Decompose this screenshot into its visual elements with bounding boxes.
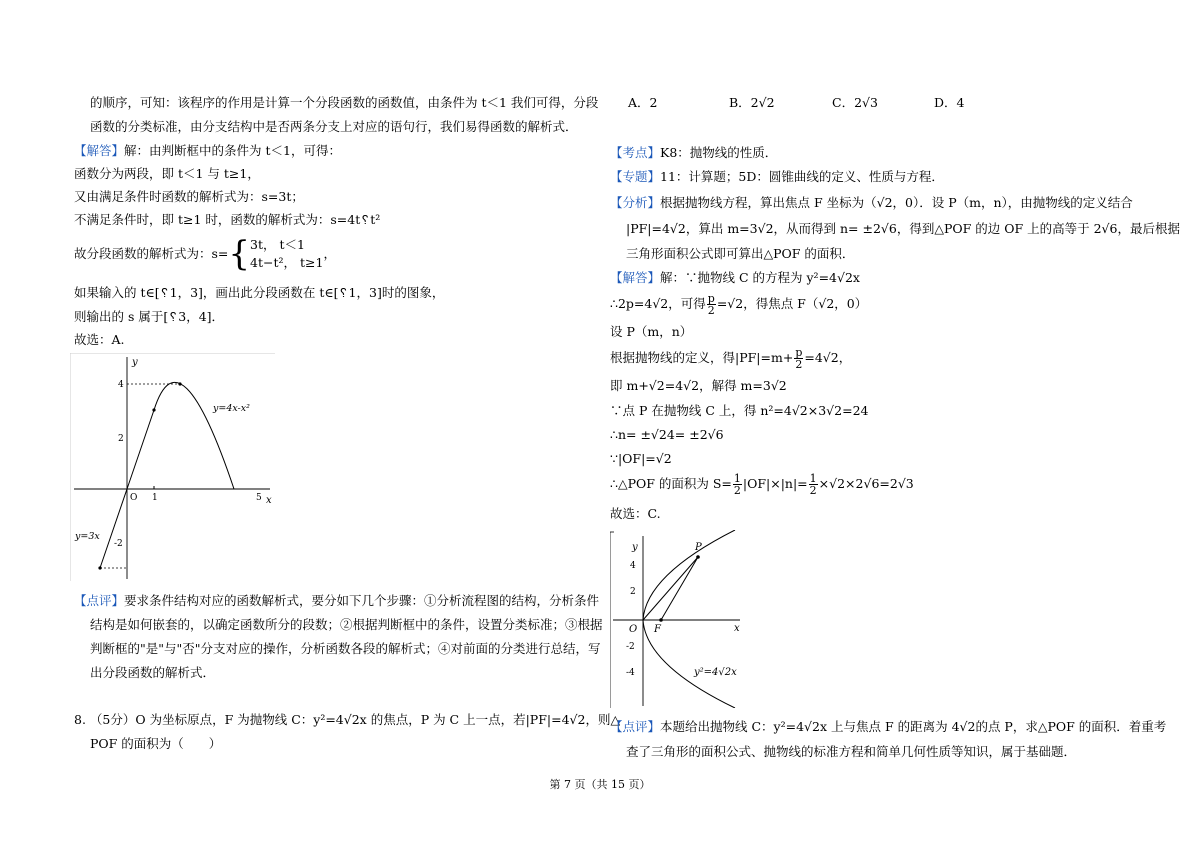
parabola-upper-branch (643, 530, 735, 620)
option-c: C．2√3 (832, 95, 878, 110)
piecewise-formula (74, 236, 336, 272)
fraction (733, 473, 742, 496)
solution-line: 故选：C. (610, 506, 661, 521)
fraction (794, 347, 803, 370)
point-p-label: P (695, 542, 702, 553)
case-1: 3t， t＜1 (250, 237, 305, 252)
solution-text: 解：∵抛物线 C 的方程为 y²=4√2x (660, 270, 860, 285)
knowledge-point-text: K8：抛物线的性质． (660, 145, 778, 160)
topic-line (610, 169, 944, 185)
solution-line (74, 143, 341, 159)
analysis-line: |PF|=4√2，算出 m=3√2，从而得到 n= ±2√6，得到△POF 的边 OF 上的高等于 2√6，最后根据 (626, 221, 1180, 236)
option-d: D．4 (934, 95, 965, 110)
solution-line: 则输出的 s 属于[␦3，4]． (74, 309, 225, 324)
solution-line: 函数分为两段，即 t＜1 与 t≥1， (74, 166, 260, 181)
solution-line (610, 292, 867, 316)
paragraph-line: 函数的分类标准，由分支结构中是否两条分支上对应的语句行，我们易得函数的解析式． (90, 119, 578, 134)
solution-line: 不满足条件时，即 t≥1 时，函数的解析式为：s=4t␦t² (74, 212, 381, 227)
option-b: B．2√2 (729, 95, 775, 110)
point-f (659, 618, 663, 622)
y-axis-label: y (632, 542, 638, 553)
fraction (707, 293, 716, 316)
origin-label: O (130, 493, 138, 503)
solution-text: ×√2×2√6=2√3 (818, 476, 914, 491)
x-axis-label: x (734, 623, 740, 634)
point-p (696, 555, 700, 559)
piecewise-cases (250, 236, 323, 272)
paragraph-line: 的顺序，可知：该程序的作用是计算一个分段函数的函数值，由条件为 t＜1 我们可得，分段 (90, 95, 599, 110)
x-axis-label: x (266, 495, 272, 506)
y-tick-2: 2 (118, 434, 124, 444)
y-tick-neg2: -2 (114, 539, 123, 549)
page-footer: 第 7 页（共 15 页） (549, 778, 651, 791)
curve-label: y=4x-x² (213, 403, 250, 414)
topic-tag: 【专题】 (610, 169, 661, 184)
solution-text: =4√2， (804, 350, 852, 365)
y-tick-4: 4 (118, 380, 124, 390)
point-f-label: F (654, 624, 661, 635)
numerator: p (707, 292, 715, 305)
line-label: y=3x (75, 531, 100, 542)
solution-tag: 【解答】 (74, 143, 125, 158)
solution-line (610, 346, 851, 370)
solution-line: ∵点 P 在抛物线 C 上，得 n²=4√2×3√2=24 (610, 403, 869, 418)
solution-text: =√2，得焦点 F（√2，0） (716, 296, 868, 311)
solution-text: 根据抛物线的定义，得|PF|=m+ (610, 350, 794, 365)
knowledge-point-tag: 【考点】 (610, 145, 661, 160)
brace-symbol: { (228, 234, 251, 274)
analysis-line (610, 195, 1133, 211)
x-tick-5: 5 (256, 493, 262, 503)
solution-line: 如果输入的 t∈[␦1，3]，画出此分段函数在 t∈[␦1，3]时的图象， (74, 285, 445, 300)
solution-line (610, 270, 860, 286)
question-8-line: 8. （5分）O 为坐标原点，F 为抛物线 C：y²=4√2x 的焦点，P 为 C 上一点，若|PF|=4√2，则△ (74, 712, 621, 727)
origin-label: O (629, 624, 638, 635)
analysis-tag: 【分析】 (610, 195, 661, 210)
numerator: 1 (733, 472, 741, 485)
y-tick-2: 2 (630, 587, 636, 597)
piecewise-prefix: 故分段函数的解析式为：s= (74, 246, 229, 261)
topic-text: 11：计算题；5D：圆锥曲线的定义、性质与方程． (660, 169, 944, 184)
review-text: 要求条件结构对应的函数解析式，要分如下几个步骤：①分析流程图的结构，分析条件 (124, 593, 600, 608)
review-line: 结构是如何嵌套的，以确定函数所分的段数；②根据判断框中的条件，设置分类标准；③根据 (90, 617, 603, 632)
question-8-line: POF 的面积为（ ） (90, 736, 222, 751)
review-text: 本题给出抛物线 C：y²=4√2x 上与焦点 F 的距离为 4√2的点 P，求△POF 的面积．着重考 (660, 719, 1167, 734)
solution-tag: 【解答】 (610, 270, 661, 285)
review-line (610, 719, 1166, 735)
segment-op (643, 557, 698, 620)
curve-label: y²=4√2x (694, 667, 737, 678)
solution-line: 故选：A. (74, 332, 125, 347)
solution-line: 设 P（m，n） (610, 324, 693, 339)
solution-text: |OF|×|n|= (742, 476, 808, 491)
parabola-graph (610, 530, 745, 708)
numerator: p (795, 346, 803, 359)
denominator: 2 (733, 484, 741, 497)
review-line: 出分段函数的解析式． (90, 665, 216, 680)
solution-text: 解：由判断框中的条件为 t＜1，可得： (124, 143, 341, 158)
fraction (809, 473, 818, 496)
parabola-curve (154, 382, 234, 489)
denominator: 2 (795, 358, 803, 371)
function-graph-1 (70, 353, 275, 581)
denominator: 2 (809, 484, 817, 497)
solution-line: ∵|OF|=√2 (610, 451, 672, 466)
solution-text: ∴2p=4√2，可得 (610, 296, 706, 311)
solution-line (610, 472, 914, 496)
solution-line: ∴n= ±√24= ±2√6 (610, 427, 724, 442)
solution-line: 即 m+√2=4√2，解得 m=3√2 (610, 378, 787, 393)
review-line (74, 593, 599, 609)
review-line: 查了三角形的面积公式、抛物线的标准方程和简单几何性质等知识，属于基础题． (626, 744, 1077, 759)
solution-text: ∴△POF 的面积为 S= (610, 476, 732, 491)
y-axis-label: y (132, 357, 138, 368)
case-2: 4t−t²， t≥1 (250, 255, 324, 270)
option-a: A．2 (628, 95, 658, 110)
review-tag: 【点评】 (610, 719, 661, 734)
x-tick-1: 1 (152, 493, 158, 503)
denominator: 2 (707, 304, 715, 317)
case-suffix: ， (323, 246, 336, 261)
y-tick-neg2: -2 (626, 642, 635, 652)
analysis-line: 三角形面积公式即可算出△POF 的面积． (626, 246, 855, 261)
segment-fp (661, 557, 698, 620)
review-tag: 【点评】 (74, 593, 125, 608)
review-line: 判断框的"是"与"否"分支对应的操作，分析函数各段的解析式；④对前面的分类进行总结，写 (90, 641, 601, 656)
numerator: 1 (809, 472, 817, 485)
y-tick-neg4: -4 (626, 668, 635, 678)
y-tick-4: 4 (630, 561, 636, 571)
analysis-text: 根据抛物线方程，算出焦点 F 坐标为（√2，0）．设 P（m，n），由抛物线的定义结合 (660, 195, 1133, 210)
knowledge-point-line (610, 145, 777, 161)
solution-line: 又由满足条件时函数的解析式为：s=3t； (74, 189, 304, 204)
